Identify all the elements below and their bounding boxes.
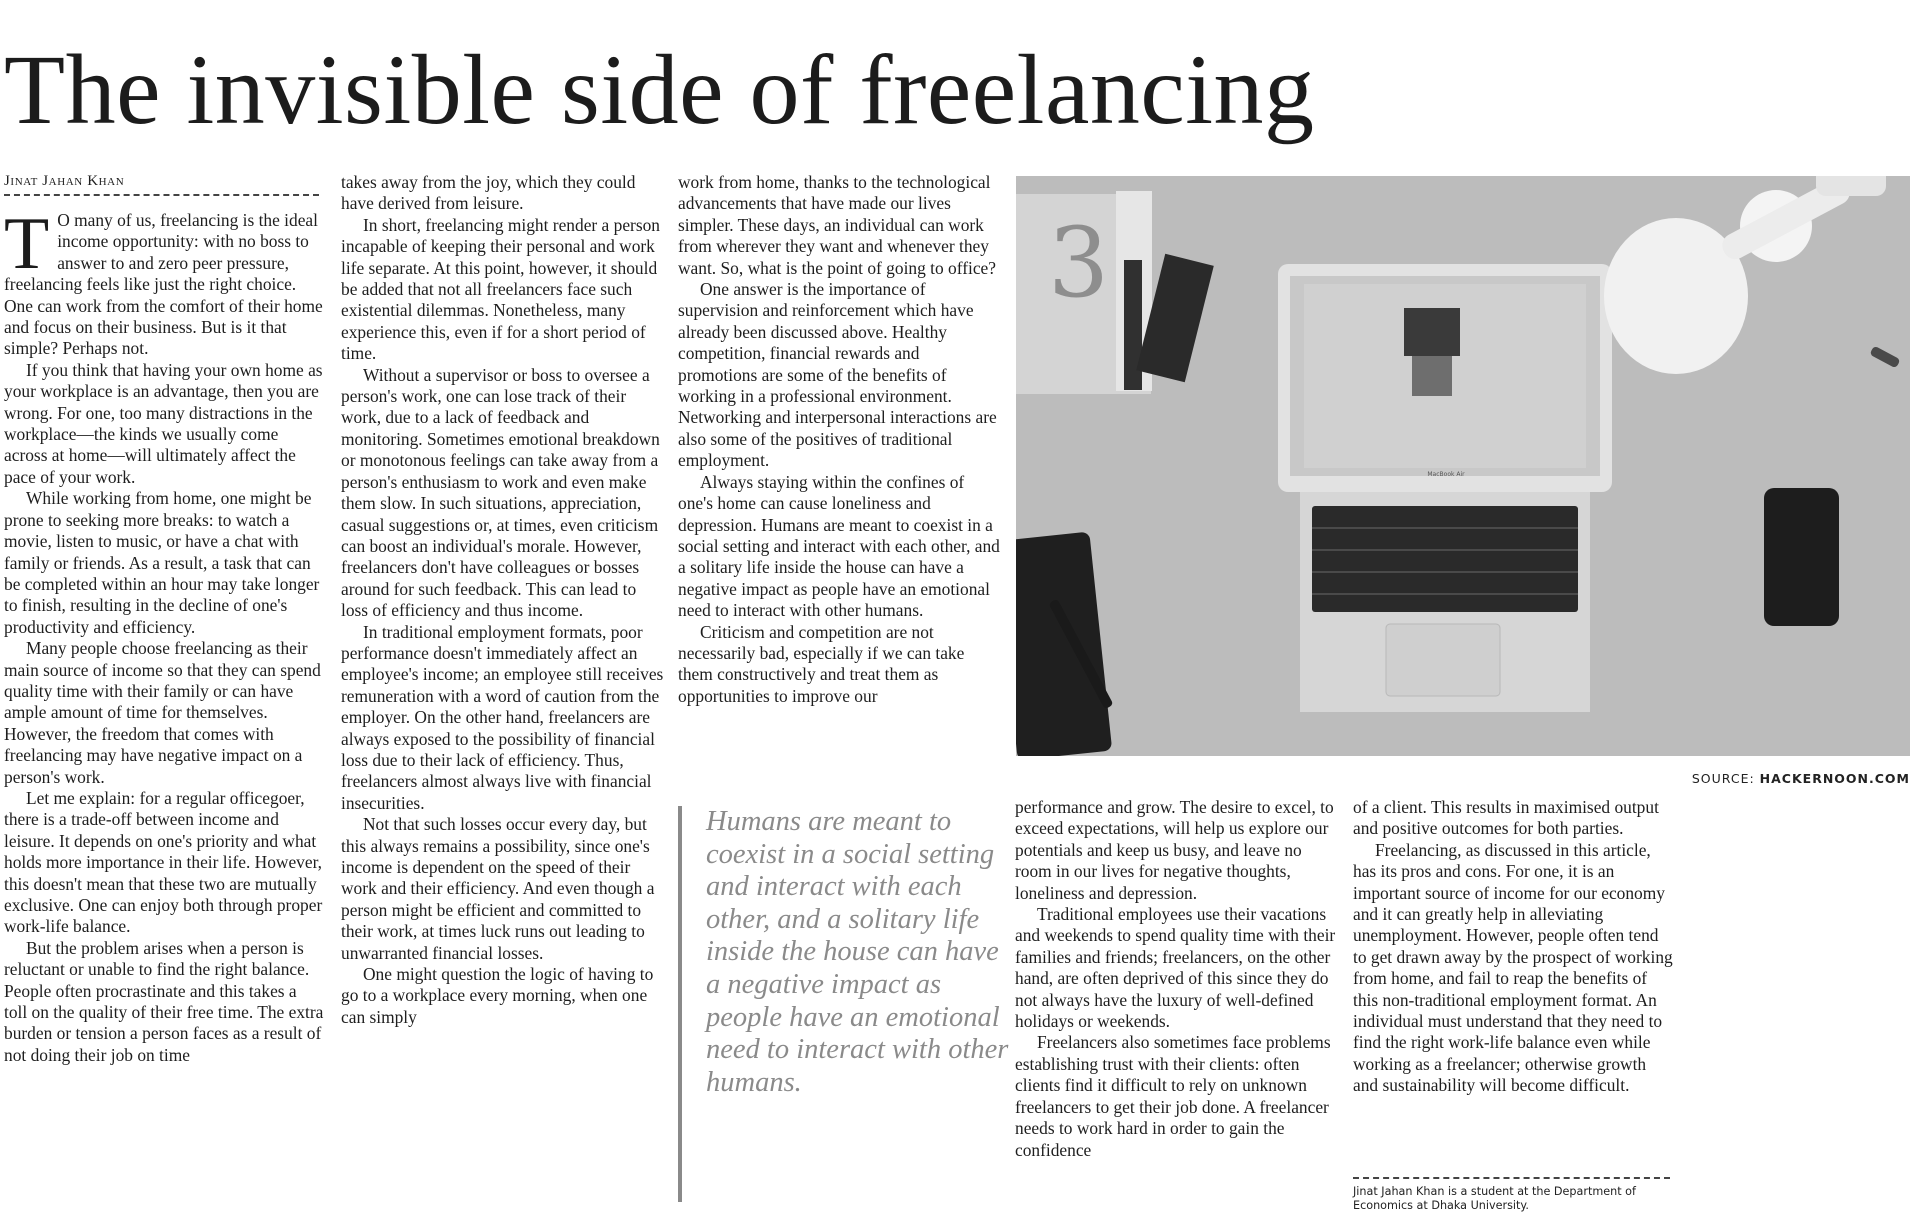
- book-cover-number: 3: [1048, 207, 1110, 319]
- paragraph: In traditional employment formats, poor performance doesn't immediately affect an employee's income; an employee still receives remuneration with a word of caution from the employer. On the other hand, freelancers are always exposed to the possibility of financial loss due to their lack of efficiency. Thus, freelancers almost always live with financial insecurities.: [341, 621, 664, 813]
- desk-photo-illustration: [1016, 176, 1910, 756]
- photo-credit-prefix: SOURCE:: [1691, 771, 1755, 786]
- laptop-trackpad: [1386, 624, 1500, 696]
- photo-credit: [1520, 771, 1910, 786]
- paragraph: Not that such losses occur every day, but this always remains a possibility, since one's income is dependent on the speed of their work and their efficiency. And even though a person might be efficient and committed to their work, at times luck runs out leading to unwarranted financial losses.: [341, 814, 655, 963]
- photo-credit-source: HACKERNOON.COM: [1759, 771, 1910, 786]
- paragraph: While working from home, one might be prone to seeking more breaks: to watch a movie, listen to music, or have a chat with family or friends. As a result, a task that can be completed within an hour may take longer to finish, resulting in the decline of one's productivity and efficiency.: [4, 488, 320, 637]
- laptop-keyboard: [1312, 506, 1578, 612]
- paragraph-text: O many of us, freelancing is the ideal income opportunity: with no boss to answer to and zero peer pressure, freelancing feels like just the right choice. One can work from the comfort of their home and focus on their business. But is it that simple? Perhaps not.: [4, 210, 323, 359]
- paragraph: Traditional employees use their vacations and weekends to spend quality time with their families and friends; freelancers, on the other hand, are often deprived of this since they do not always have the luxury of well-defined holidays or weekends.: [1015, 904, 1336, 1032]
- paragraph: of a client. This results in maximised output and positive outcomes for both parties.: [1353, 797, 1659, 839]
- paragraph: Without a supervisor or boss to oversee a person's work, one can lose track of their work, due to a lack of feedback and monitoring. Sometimes emotional breakdown or monotonous feelings can take away from a person's enthusiasm to work and even make them slow. In such situations, appreciation, casual suggestions or, at times, even criticism can boost an individual's morale. However, freelancers don't have colleagues or bosses around for such feedback. This can lead to loss of efficiency and thus income.: [341, 364, 660, 621]
- article-column-5: [1353, 797, 1673, 1097]
- headline: The invisible side of freelancing: [4, 34, 1315, 145]
- paragraph: One answer is the importance of supervision and reinforcement which have already been discussed above. Healthy competition, financial rewards and promotions are some of the benefits of working in a professional environment. Networking and interpersonal interactions are also some of the positives of traditional employment.: [678, 279, 997, 471]
- laptop-brand-label: MacBook Air: [1427, 471, 1465, 478]
- paragraph: performance and grow. The desire to excel, to exceed expectations, will help us explore our potentials and keep us busy, and leave no room in our lives for negative thoughts, loneliness and depression.: [1015, 797, 1334, 903]
- paragraph: Many people choose freelancing as their main source of income so that they can spend quality time with their family or can have ample amount of time for themselves. However, the freedom that comes with freelancing may have negative impact on a person's work.: [4, 638, 321, 787]
- paragraph: But the problem arises when a person is reluctant or unable to find the right balance. People often procrastinate and this takes a toll on the quality of their free time. The extra burden or tension a person faces as a result of not doing their job on time: [4, 937, 324, 1065]
- paragraph: Let me explain: for a regular officegoer, there is a trade-off between income and leisure. It depends on one's priority and what holds more importance in their life. However, this doesn't mean that these two are mutually exclusive. One can enjoy both through proper work-life balance.: [4, 787, 323, 937]
- paragraph: takes away from the joy, which they could have derived from leisure.: [341, 172, 636, 214]
- paragraph: [4, 203, 324, 360]
- article-column-4: [1015, 797, 1338, 1161]
- author-bio: Jinat Jahan Khan is a student at the Department of Economics at Dhaka University.: [1353, 1177, 1670, 1212]
- drop-cap: T: [4, 203, 50, 285]
- smartphone: [1764, 488, 1839, 626]
- paragraph: work from home, thanks to the technological advancements that have made our lives simpler. These days, an individual can work from wherever they want and whenever they want. So, what is the point of going to office?: [678, 172, 996, 278]
- pull-quote: Humans are meant to coexist in a social setting and interact with each other, and a solitary life inside the house can have a negative impact as people have an emotional need to interact with other humans.: [678, 806, 1016, 1202]
- article-photo: [1016, 176, 1910, 756]
- byline: Jinat Jahan Khan: [4, 173, 319, 196]
- paragraph: Always staying within the confines of one's home can cause loneliness and depression. Humans are meant to coexist in a social setting and interact with each other, and a solitary life inside the house can have a negative impact as people have an emotional need to interact with other humans.: [678, 471, 1000, 621]
- article-column-1: [4, 203, 324, 1066]
- laptop: [1278, 264, 1612, 712]
- paragraph: Freelancers also sometimes face problems establishing trust with their clients: often clients find it difficult to rely on unknown freelancers to get their job done. A freelancer needs to work hard in order to gain the confidence: [1015, 1032, 1331, 1160]
- paragraph: One might question the logic of having to go to a workplace every morning, when one can simply: [341, 964, 654, 1027]
- paragraph: In short, freelancing might render a person incapable of keeping their personal and work life separate. At this point, however, it should be added that not all freelancers face such existential dilemmas. Nonetheless, many experience this, even if for a short period of time.: [341, 214, 660, 364]
- paragraph: If you think that having your own home as your workplace is an advantage, then you are wrong. For one, too many distractions in the workplace—the kinds we usually come across at home—will ultimately affect the pace of your work.: [4, 359, 323, 487]
- article-column-3: [678, 172, 1000, 707]
- paragraph: Criticism and competition are not necessarily bad, especially if we can take them constructively and treat them as opportunities to improve our: [678, 621, 965, 706]
- article-column-2: [341, 172, 664, 1028]
- paragraph: Freelancing, as discussed in this article, has its pros and cons. For one, it is an important source of income for our economy and it can greatly help in alleviating unemployment. However, people often tend to get drawn away by the prospect of working from home, and fail to reap the benefits of this non-traditional employment format. An individual must understand that they need to find the right work-life balance even while working as a freelancer; otherwise growth and sustainability will become difficult.: [1353, 839, 1673, 1096]
